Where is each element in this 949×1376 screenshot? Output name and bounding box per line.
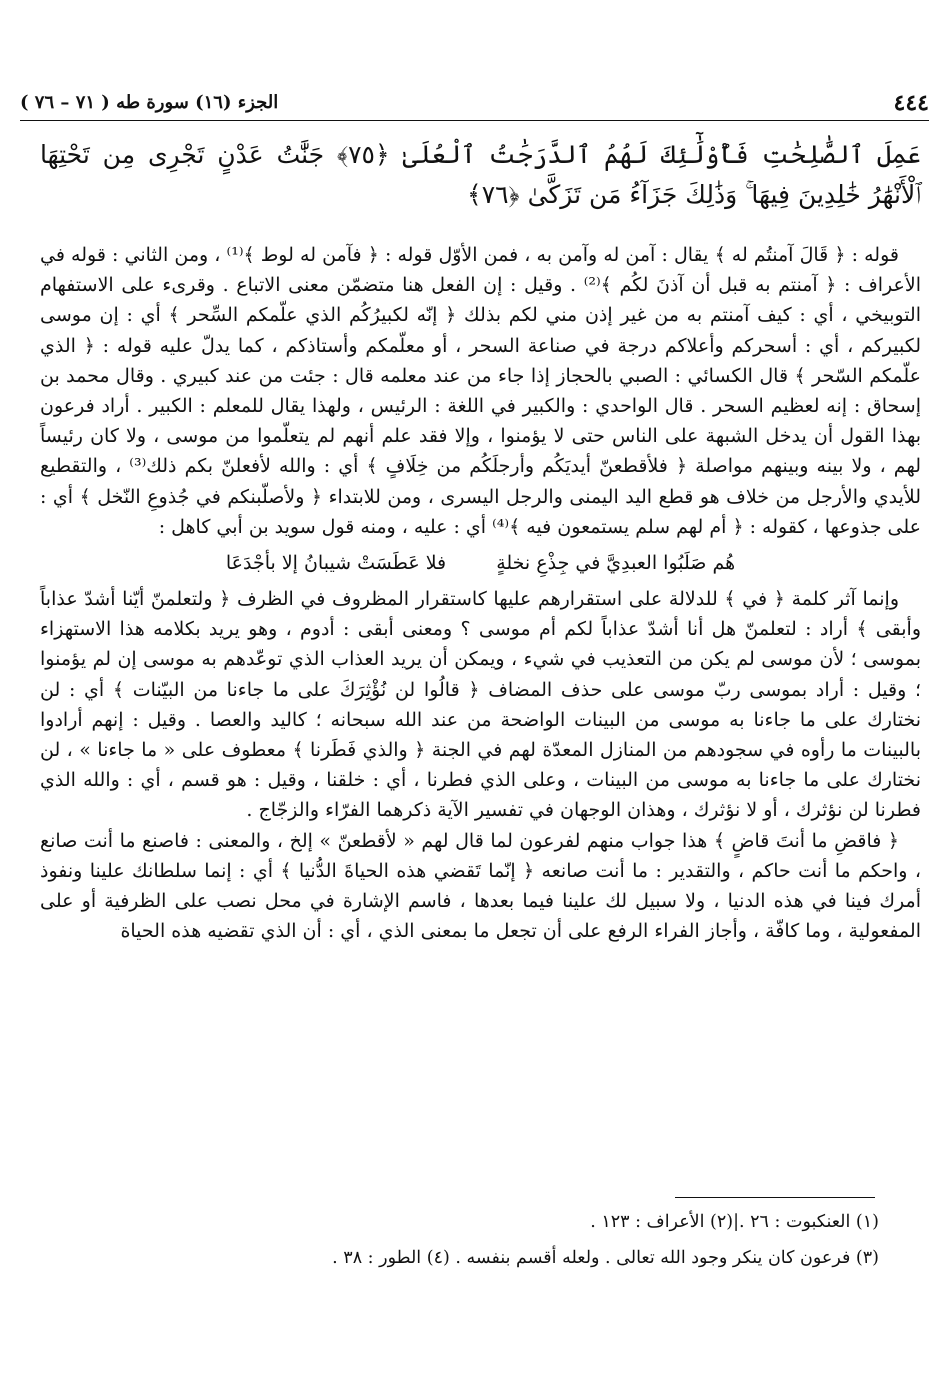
- page-number: ٤٤٤: [893, 90, 929, 116]
- footnote-line-2: (٣) فرعون كان ينكر وجود الله تعالى . ولعله أقسم بنفسه . (٤) الطور : ٣٨ .: [332, 1248, 879, 1268]
- page-header: [20, 88, 929, 121]
- footnote-separator: [675, 1197, 875, 1198]
- quran-verse: عَمِلَ ٱلصَّٰلِحَٰتِ فَأُوْلَٰٓئِكَ لَهُمُ ٱلدَّرَجَٰتُ ٱلْعُلَىٰ ﴿٧٥﴾ جَنَّٰتُ عَدْنٍ تَجْرِى مِن تَحْتِهَا ٱلْأَنْهَٰرُ خَٰلِدِينَ فِيهَا ۚ وَذَٰلِكَ جَزَآءُ مَن تَزَكَّىٰ ﴿٧٦﴾: [40, 140, 921, 209]
- commentary-paragraph-3: ﴿ فاقضِ ما أنتَ قاضٍ ﴾ هذا جواب منهم لفرعون لما قال لهم « لأقطعنّ » إلخ ، والمعنى : فاصنع ما أنت صانع ، واحكم ما أنت حاكم ، والتقدير : ما أنت صانعه ﴿ إنّما تَقضي هذه الحياةَ الدُّنيا ﴾ أي : إنما سلطانك علينا ونفوذ أمرك فينا في هذه الدنيا ، ولا سبيل لك علينا فيما بعدها ، فاسم الإشارة في محل نصب على الظرفية أو على المفعولية ، وما كافّة ، وأجاز الفراء الرفع على أن تجعل ما بمعنى الذي ، أي : أن الذي تقضيه هذه الحياة: [40, 829, 921, 943]
- poem-second-hemistich: فلا عَطَسَتْ شيبانُ إلا بأجْدَعَا: [225, 552, 447, 575]
- footnote-line-1: (١) العنكبوت : ٢٦ .|(٢) الأعراف : ١٢٣ .: [590, 1212, 879, 1232]
- poem-verse: [40, 546, 921, 580]
- footnotes: [40, 1204, 879, 1276]
- running-title: الجزء (١٦) سورة طه ( ٧١ – ٧٦ ): [20, 92, 279, 113]
- commentary-paragraph-1: قوله : ﴿ قَالَ آمنتُم له ﴾ يقال : آمن له وآمن به ، فمن الأوّل قوله : ﴿ فآمن له لوط ﴾⁽¹⁾ ، ومن الثاني : قوله في الأعراف : ﴿ آمنتم به قبل أن آذنَ لكُم ﴾⁽²⁾ . وقيل : إن الفعل هنا متضمّن معنى الاتباع . وقرىء على الاستفهام التوبيخي ، أي : كيف آمنتم به من غير إذن مني لكم بذلك ﴿ إنّه لكبيرُكُم الذي علّمكم السِّحر ﴾ أي : إن موسى لكبيركم ، أي : أسحركم وأعلاكم درجة في صناعة السحر ، أو معلّمكم وأستاذكم ، كما يدلّ عليه قوله : ﴿ الذي علّمكم السّحر ﴾ قال الكسائي : الصبي بالحجاز إذا جاء من عند معلمه قال : جئت من عند كبيري . وقال محمد بن إسحاق : إنه لعظيم السحر . قال الواحدي : والكبير في اللغة : الرئيس ، ولهذا يقال للمعلم : الكبير . أراد فرعون بهذا القول أن يدخل الشبهة على الناس حتى لا يؤمنوا ، وإلا فقد علم أنهم لم يتعلّموا من موسى ، ولا كان رئيساً لهم ، ولا بينه وبينهم مواصلة ﴿ فلأقطعنّ أيديَكُم وأرجلَكُم من خِلَافٍ ﴾ أي : والله لأفعلنّ بكم ذلك⁽³⁾ ، والتقطيع للأيدي والأرجل من خلاف هو قطع اليد اليمنى والرجل اليسرى ، ومن للابتداء ﴿ ولأصلّبنكم في جُذوعِ النّخل ﴾ أي : على جذوعها ، كقوله : ﴿ أم لهم سلم يستمعون فيه ﴾⁽⁴⁾ أي : عليه ، ومنه قول سويد بن أبي كاهل :: [40, 244, 921, 538]
- commentary-paragraph-2: وإنما آثر كلمة ﴿ في ﴾ للدلالة على استقرارهم عليها كاستقرار المظروف في الظرف ﴿ ولتعلمنّ أيّنا أشدّ عذاباً وأبقى ﴾ أراد : لتعلمنّ هل أنا أشدّ عذاباً لكم أم موسى ؟ ومعنى أبقى : أدوم ، وهو يريد بكلامه هذا الاستهزاء بموسى ؛ لأن موسى لم يكن من التعذيب في شيء ، ويمكن أن يريد العذاب الذي توعّدهم به موسى إن لم يؤمنوا ؛ وقيل : أراد بموسى ربّ موسى على حذف المضاف ﴿ قالُوا لن نُؤْثِرَكَ على ما جاءنا من البيّنات ﴾ أي : لن نختارك على ما جاءنا به موسى من البينات الواضحة من عند الله سبحانه ؛ كاليد والعصا . وقيل : إنهم أرادوا بالبينات ما رأوه في سجودهم من المنازل المعدّة لهم في الجنة ﴿ والذي فَطَرنا ﴾ معطوف على « ما جاءنا » ، لن نختارك على ما جاءنا به موسى من البينات ، وعلى الذي فطرنا ، أي : خلقنا ، وقيل : هو قسم ، أي : والله الذي فطرنا لن نؤثرك ، أو لا نؤثرك ، وهذان الوجهان في تفسير الآية ذكرهما الفرّاء والزجّاج .: [40, 588, 921, 822]
- poem-first-hemistich: هُم صَلَبُوا العبدِيَّ في جِذْعِ نخلةٍ: [496, 552, 736, 575]
- commentary-text: [40, 240, 921, 946]
